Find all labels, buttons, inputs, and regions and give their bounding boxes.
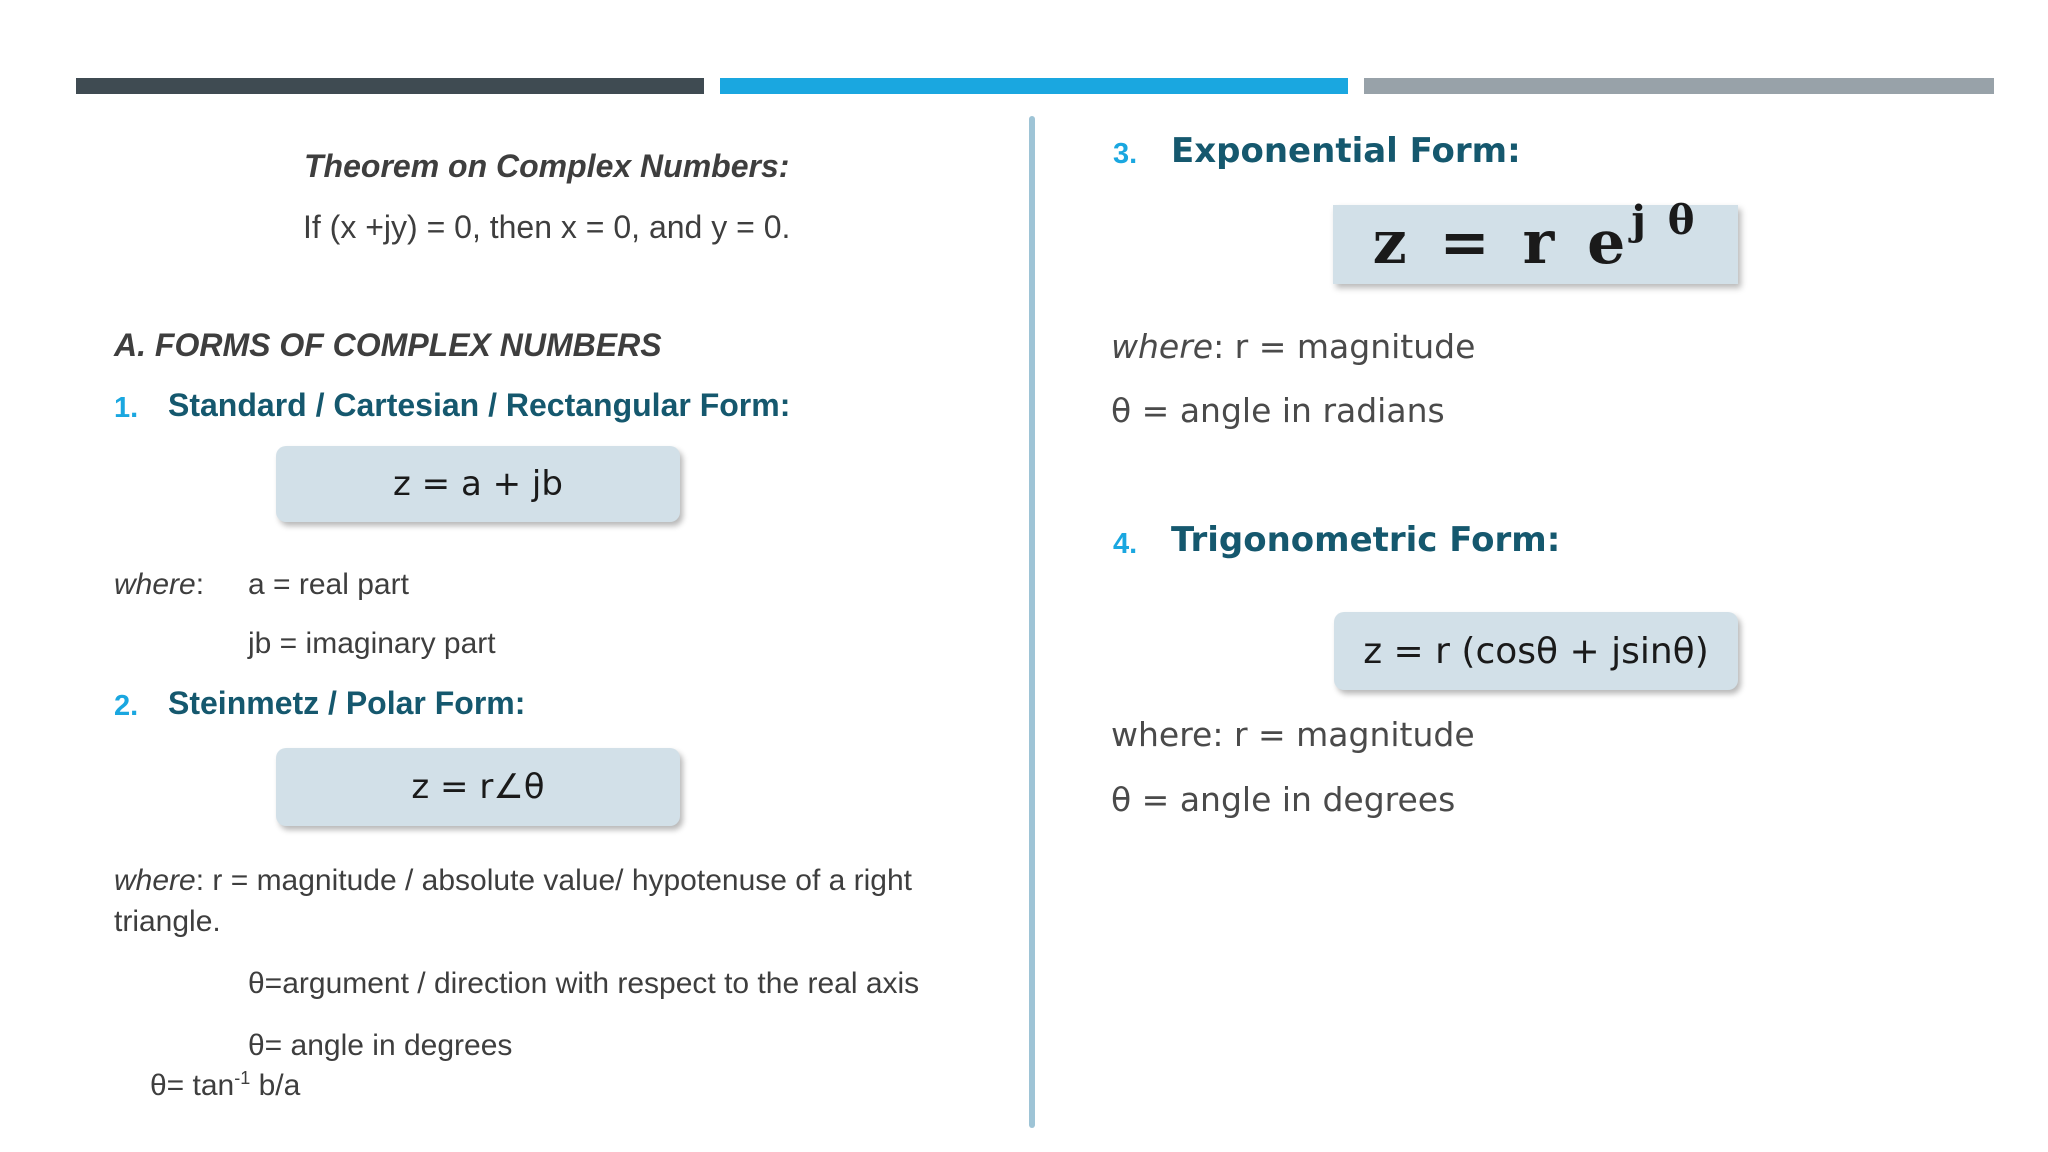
tan-suffix: b/a: [250, 1069, 301, 1102]
polar-where-magnitude: : r = magnitude / absolute value/ hypotenuse of a right: [195, 864, 913, 897]
form-title-standard: Standard / Cartesian / Rectangular Form:: [168, 387, 791, 423]
polar-tan-formula: [150, 1068, 300, 1103]
top-bar-gray: [1364, 78, 1994, 94]
form-number-3: 3.: [1113, 138, 1138, 170]
form-title-polar: Steinmetz / Polar Form:: [168, 685, 526, 721]
polar-where-argument: θ=argument / direction with respect to the real axis: [248, 967, 920, 1000]
standard-where-imag: jb = imaginary part: [248, 627, 496, 660]
theorem-title: Theorem on Complex Numbers:: [304, 148, 790, 184]
formula-exponential: [1372, 197, 1699, 278]
standard-where: [114, 568, 204, 602]
exp-where-magnitude: : r = magnitude: [1213, 327, 1476, 366]
polar-where-angle: θ= angle in degrees: [248, 1029, 513, 1062]
formula-exp-base: z = r e: [1372, 208, 1632, 278]
standard-where-real: a = real part: [248, 568, 409, 601]
exp-where-line1: [1111, 327, 1475, 366]
formula-trigonometric: z = r (cosθ + jsinθ): [1363, 630, 1709, 672]
form-number-4: 4.: [1113, 528, 1138, 560]
exp-where-angle: θ = angle in radians: [1111, 391, 1445, 430]
form-number-2: 2.: [114, 690, 139, 722]
form-number-1: 1.: [114, 392, 139, 424]
top-bar-dark: [76, 78, 704, 94]
where-label: where: [114, 568, 196, 601]
polar-where-line1: [114, 864, 912, 898]
trig-where-magnitude: where: r = magnitude: [1111, 715, 1475, 754]
polar-where-line1b: triangle.: [114, 905, 221, 938]
form-title-trigonometric: Trigonometric Form:: [1171, 520, 1561, 560]
theorem-text: If (x +jy) = 0, then x = 0, and y = 0.: [303, 209, 791, 245]
formula-box-polar: [276, 748, 680, 826]
column-divider: [1029, 116, 1035, 1128]
tan-superscript: -1: [234, 1068, 251, 1088]
formula-box-exponential: [1333, 197, 1738, 284]
formula-box-standard: [276, 446, 680, 522]
form-title-exponential: Exponential Form:: [1171, 131, 1521, 171]
formula-polar: z = r∠θ: [411, 767, 545, 807]
where-label: where: [114, 864, 196, 897]
tan-prefix: θ= tan: [150, 1069, 235, 1102]
where-colon: :: [195, 568, 205, 601]
top-bar-blue: [720, 78, 1348, 94]
where-label: where: [1111, 327, 1214, 366]
formula-box-trigonometric: [1334, 612, 1738, 690]
section-heading: A. FORMS OF COMPLEX NUMBERS: [114, 327, 662, 363]
formula-exp-superscript: j θ: [1631, 197, 1699, 244]
formula-standard: z = a + jb: [393, 464, 563, 504]
trig-where-angle: θ = angle in degrees: [1111, 780, 1456, 819]
